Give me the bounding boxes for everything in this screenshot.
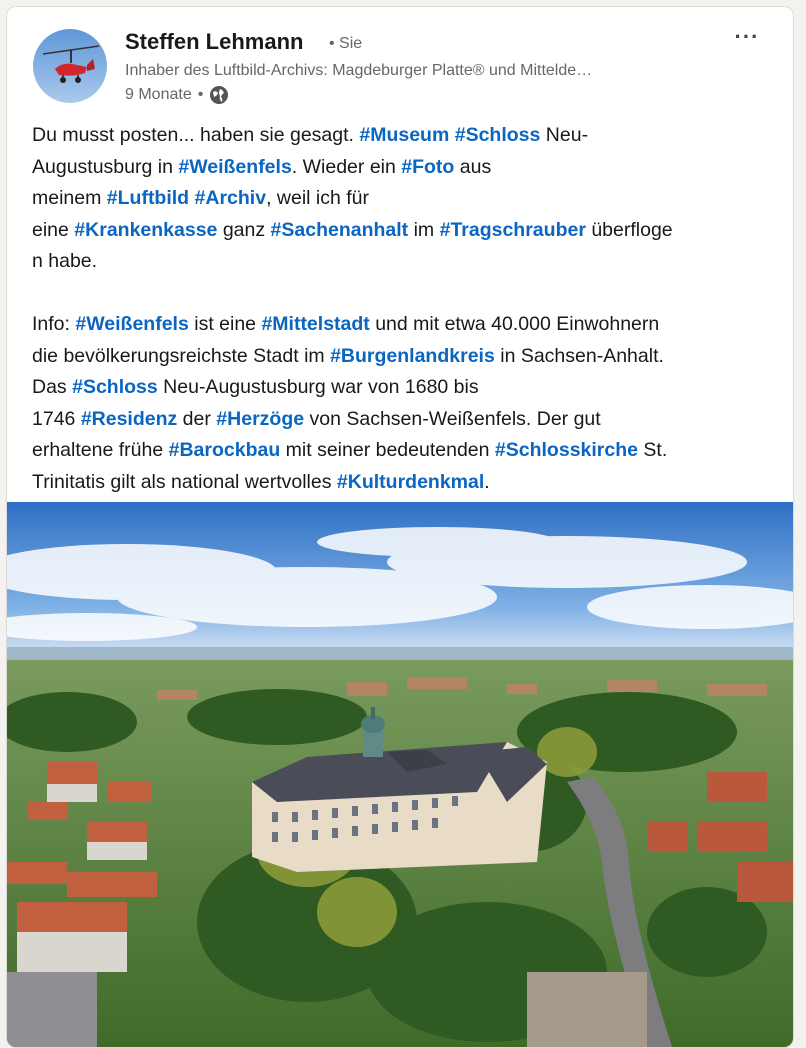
post-image[interactable] bbox=[7, 502, 793, 1047]
post-text-segment: n habe. bbox=[32, 250, 98, 272]
post-text-line bbox=[32, 341, 777, 373]
post-text-segment: Augustusburg in bbox=[32, 155, 179, 178]
author-avatar[interactable] bbox=[33, 29, 107, 103]
post-text-line bbox=[32, 183, 777, 215]
paragraph-gap bbox=[32, 278, 777, 310]
post-text-segment: im bbox=[408, 218, 440, 241]
post-text-segment: Trinitatis gilt als national wertvolles bbox=[32, 470, 337, 493]
post-text-segment: erhaltene frühe bbox=[32, 439, 169, 461]
hashtag-link[interactable]: #Burgenlandkreis bbox=[330, 344, 495, 367]
post-text-segment: mit seiner bedeutenden bbox=[280, 439, 495, 461]
post-text-segment: ist eine bbox=[188, 313, 262, 335]
post-text-segment: von Sachsen-Weißenfels. Der gut bbox=[304, 407, 601, 430]
aerial-city-photo bbox=[7, 502, 793, 1047]
author-name[interactable]: Steffen Lehmann bbox=[125, 29, 304, 54]
hashtag-link[interactable]: #Schloss bbox=[454, 124, 541, 146]
hashtag-link[interactable]: #Schloss bbox=[72, 376, 158, 398]
post-text-segment: der bbox=[177, 407, 217, 430]
post-text-segment: Neu- bbox=[540, 124, 589, 146]
post-text-segment: Das bbox=[32, 376, 73, 398]
post-text-line bbox=[32, 372, 777, 404]
post-text-segment: . Wieder ein bbox=[291, 155, 402, 178]
post-text-line bbox=[32, 152, 777, 184]
post-text-segment: eine bbox=[32, 218, 75, 241]
timestamp-text: 9 Monate bbox=[125, 86, 192, 103]
post-text-line bbox=[32, 215, 777, 247]
post-text-line bbox=[32, 120, 777, 152]
hashtag-link[interactable]: #Foto bbox=[401, 155, 455, 178]
hashtag-link[interactable]: #Luftbild bbox=[106, 187, 190, 209]
author-headline: Inhaber des Luftbild-Archivs: Magdeburger Platte® und Mittelde… bbox=[125, 62, 593, 79]
post-text-segment: die bevölkerungsreichste Stadt im bbox=[32, 344, 331, 367]
post-timestamp bbox=[125, 85, 229, 105]
hashtag-link[interactable]: #Archiv bbox=[194, 187, 267, 209]
post-text-segment: ganz bbox=[217, 218, 271, 241]
post-text-segment: und mit etwa 40.000 Einwohnern bbox=[369, 313, 660, 335]
post-text-line bbox=[32, 246, 777, 278]
hashtag-link[interactable]: #Weißenfels bbox=[75, 313, 189, 335]
hashtag-link[interactable]: #Herzöge bbox=[216, 407, 305, 430]
hashtag-link[interactable]: #Kulturdenkmal bbox=[336, 470, 485, 493]
gyrocopter-avatar-image bbox=[33, 29, 107, 103]
post-text-line bbox=[32, 404, 777, 436]
globe-icon bbox=[209, 85, 229, 105]
hashtag-link[interactable]: #Mittelstadt bbox=[261, 313, 370, 335]
timestamp-separator: • bbox=[197, 86, 204, 103]
hashtag-link[interactable]: #Tragschrauber bbox=[439, 218, 586, 241]
post-body-text bbox=[32, 120, 777, 498]
more-options-button[interactable]: ··· bbox=[734, 24, 760, 49]
post-text-segment: meinem bbox=[32, 187, 107, 209]
post-text-segment: Du musst posten... haben sie gesagt. bbox=[32, 124, 360, 146]
post-text-segment: , weil ich für bbox=[266, 187, 370, 209]
post-text-segment: überfloge bbox=[585, 218, 673, 241]
post-text-line bbox=[32, 309, 777, 341]
post-text-segment: aus bbox=[454, 155, 492, 178]
hashtag-link[interactable]: #Weißenfels bbox=[178, 155, 292, 178]
hashtag-link[interactable]: #Sachenanhalt bbox=[270, 218, 409, 241]
connection-degree: • Sie bbox=[329, 35, 363, 52]
post-card bbox=[6, 6, 794, 1048]
hashtag-link[interactable]: #Krankenkasse bbox=[74, 218, 218, 241]
post-header bbox=[7, 7, 793, 117]
post-text-segment: St. bbox=[638, 439, 668, 461]
post-text-segment: Neu-Augustusburg war von 1680 bis bbox=[157, 376, 479, 398]
hashtag-link[interactable]: #Residenz bbox=[80, 407, 178, 430]
hashtag-link[interactable]: #Barockbau bbox=[168, 439, 281, 461]
post-text-segment: in Sachsen-Anhalt. bbox=[494, 344, 664, 367]
post-text-line bbox=[32, 435, 777, 467]
post-text-segment: Info: bbox=[32, 313, 76, 335]
post-text-line bbox=[32, 467, 777, 499]
post-text-segment: . bbox=[484, 470, 490, 493]
hashtag-link[interactable]: #Museum bbox=[359, 124, 450, 146]
post-text-segment: 1746 bbox=[32, 407, 81, 430]
hashtag-link[interactable]: #Schlosskirche bbox=[494, 439, 638, 461]
